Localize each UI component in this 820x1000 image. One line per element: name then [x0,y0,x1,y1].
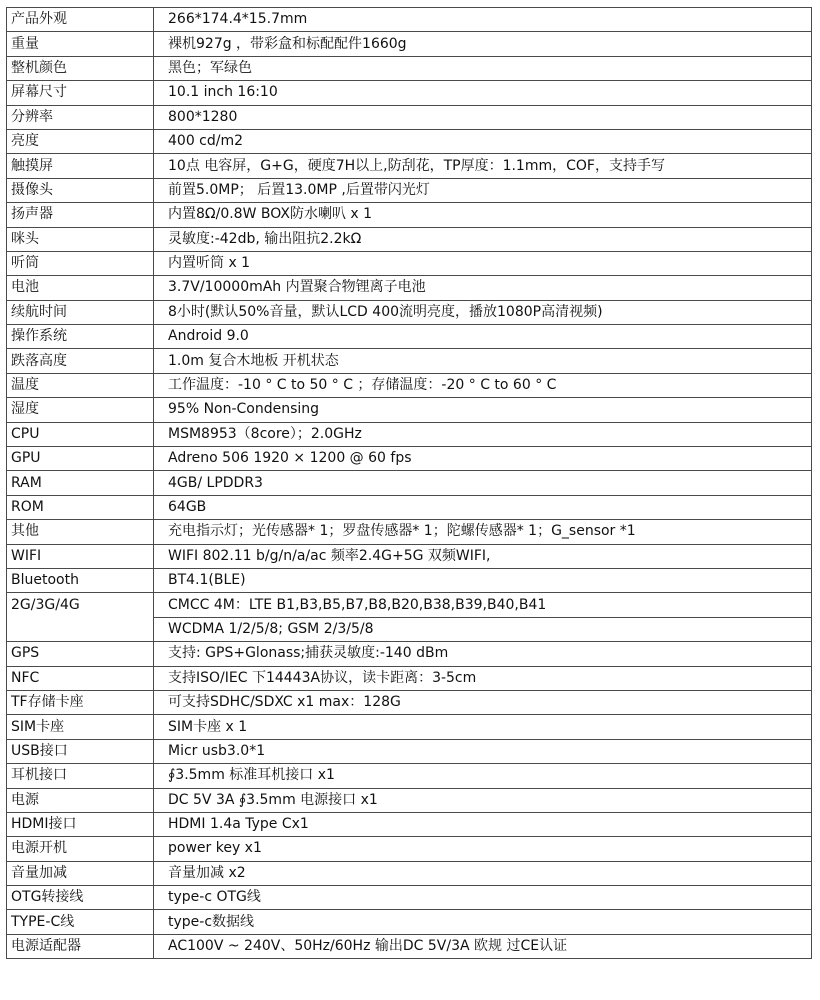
row-value: 充电指示灯；光传感器* 1；罗盘传感器* 1；陀螺传感器* 1；G_sensor *1 [154,520,812,544]
row-label: HDMI接口 [7,812,154,836]
row-label: 摄像头 [7,178,154,202]
row-value: 内置听筒 x 1 [154,251,812,275]
row-value: 95% Non-Condensing [154,398,812,422]
row-value: 10点 电容屏，G+G，硬度7H以上,防刮花，TP厚度：1.1mm，COF，支持手写 [154,154,812,178]
row-value: 内置8Ω/0.8W BOX防水喇叭 x 1 [154,203,812,227]
row-value: Adreno 506 1920 × 1200 @ 60 fps [154,447,812,471]
table-row [7,861,812,885]
row-value: HDMI 1.4a Type Cx1 [154,812,812,836]
row-label: USB接口 [7,739,154,763]
row-value: 前置5.0MP； 后置13.0MP ,后置带闪光灯 [154,178,812,202]
row-value: SIM卡座 x 1 [154,715,812,739]
table-row [7,325,812,349]
table-row [7,373,812,397]
row-value: 8小时(默认50%音量，默认LCD 400流明亮度，播放1080P高清视频) [154,300,812,324]
row-value: 800*1280 [154,105,812,129]
table-row [7,56,812,80]
row-label: GPS [7,642,154,666]
table-row [7,642,812,666]
table-row [7,398,812,422]
row-value: 400 cd/m2 [154,129,812,153]
table-row [7,739,812,763]
row-label: RAM [7,471,154,495]
row-value: 黑色；军绿色 [154,56,812,80]
row-label: 屏幕尺寸 [7,81,154,105]
row-label: WIFI [7,544,154,568]
row-value: Android 9.0 [154,325,812,349]
row-label: 跌落高度 [7,349,154,373]
table-row [7,178,812,202]
row-value: MSM8953（8core）；2.0GHz [154,422,812,446]
row-label: 电源开机 [7,837,154,861]
row-label: 其他 [7,520,154,544]
table-row [7,715,812,739]
row-value: 工作温度：-10 ° C to 50 ° C ；存储温度：-20 ° C to 60 ° C [154,373,812,397]
spec-table [6,7,812,959]
row-label: NFC [7,666,154,690]
row-label: OTG转接线 [7,886,154,910]
table-row [7,251,812,275]
row-value: WIFI 802.11 b/g/n/a/ac 频率2.4G+5G 双频WIFI, [154,544,812,568]
row-label: 续航时间 [7,300,154,324]
spec-table-body [7,8,812,959]
table-row [7,812,812,836]
row-label: TYPE-C线 [7,910,154,934]
row-value: 64GB [154,495,812,519]
table-row [7,227,812,251]
table-row-network [7,593,812,617]
row-value: Micr usb3.0*1 [154,739,812,763]
network-label: 2G/3G/4G [7,593,154,642]
row-value: 可支持SDHC/SDXC x1 max：128G [154,690,812,714]
row-value: type-c OTG线 [154,886,812,910]
table-row [7,129,812,153]
row-label: Bluetooth [7,568,154,592]
row-label: 音量加减 [7,861,154,885]
table-row [7,32,812,56]
row-label: 电源 [7,788,154,812]
row-label: 分辨率 [7,105,154,129]
row-value: 4GB/ LPDDR3 [154,471,812,495]
row-value: 音量加减 x2 [154,861,812,885]
table-row [7,788,812,812]
row-label: 咪头 [7,227,154,251]
network-value-cmcc: CMCC 4M：LTE B1,B3,B5,B7,B8,B20,B38,B39,B40,B41 [154,593,812,617]
row-label: 整机颜色 [7,56,154,80]
table-row [7,447,812,471]
row-label: 电池 [7,276,154,300]
row-label: SIM卡座 [7,715,154,739]
table-row [7,495,812,519]
row-value: BT4.1(BLE) [154,568,812,592]
row-label: CPU [7,422,154,446]
row-value: type-c数据线 [154,910,812,934]
table-row [7,203,812,227]
row-value: 10.1 inch 16:10 [154,81,812,105]
row-value: ∮3.5mm 标准耳机接口 x1 [154,764,812,788]
row-label: 产品外观 [7,8,154,32]
table-row [7,690,812,714]
row-label: 温度 [7,373,154,397]
row-label: ROM [7,495,154,519]
table-row [7,276,812,300]
table-row [7,666,812,690]
row-value: 裸机927g ，带彩盒和标配配件1660g [154,32,812,56]
table-row [7,764,812,788]
row-value: 支持: GPS+Glonass;捕获灵敏度:-140 dBm [154,642,812,666]
table-row [7,105,812,129]
row-value: DC 5V 3A ∮3.5mm 电源接口 x1 [154,788,812,812]
row-label: TF存储卡座 [7,690,154,714]
row-label: 重量 [7,32,154,56]
table-row [7,349,812,373]
row-value: 3.7V/10000mAh 内置聚合物锂离子电池 [154,276,812,300]
row-label: GPU [7,447,154,471]
row-label: 扬声器 [7,203,154,227]
table-row [7,544,812,568]
row-label: 湿度 [7,398,154,422]
row-value: 灵敏度:-42db, 输出阻抗2.2kΩ [154,227,812,251]
table-row [7,837,812,861]
row-label: 电源适配器 [7,934,154,958]
table-row [7,520,812,544]
row-label: 触摸屏 [7,154,154,178]
table-row [7,422,812,446]
table-row [7,300,812,324]
table-row [7,154,812,178]
row-label: 听筒 [7,251,154,275]
row-label: 操作系统 [7,325,154,349]
table-row [7,568,812,592]
row-value: 1.0m 复合木地板 开机状态 [154,349,812,373]
row-value: AC100V ~ 240V、50Hz/60Hz 输出DC 5V/3A 欧规 过CE认证 [154,934,812,958]
row-value: 支持ISO/IEC 下14443A协议，读卡距离：3-5cm [154,666,812,690]
row-label: 耳机接口 [7,764,154,788]
row-label: 亮度 [7,129,154,153]
table-row [7,934,812,958]
row-value: 266*174.4*15.7mm [154,8,812,32]
table-row [7,910,812,934]
table-row [7,886,812,910]
table-row [7,471,812,495]
network-value-wcdma: WCDMA 1/2/5/8; GSM 2/3/5/8 [154,617,812,641]
table-row [7,8,812,32]
row-value: power key x1 [154,837,812,861]
table-row [7,81,812,105]
